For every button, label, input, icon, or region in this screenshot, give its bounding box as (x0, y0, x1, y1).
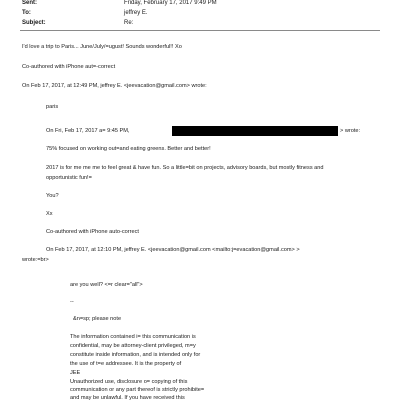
quoted-header-end: > wrote: (340, 128, 361, 134)
disclaimer-line: the use of t=e addressee. It is the property of (70, 361, 182, 367)
to-value: jeffrey E. (124, 10, 148, 16)
quoted-header-start: On Fri, Feb 17, 2017 a= 9:45 PM, (46, 128, 130, 134)
body-line: 75% focused on working out=and eating greens. Better and better! (46, 146, 211, 152)
body-line: &n=sp; please note (73, 316, 122, 322)
redaction-bar (172, 126, 338, 136)
subject-value: Re: (124, 20, 134, 26)
body-line: Co-authored with iPhone auto-correct (46, 229, 139, 235)
signature-separator: -- (70, 299, 74, 305)
body-line: I'd love a trip to Paris... June/July/=ugust! Sounds wonderful!! Xo (22, 44, 182, 50)
disclaimer-line: communication or any part thereof is strictly prohibite= (70, 387, 205, 393)
disclaimer-line: JEE (70, 370, 81, 376)
sent-label: Sent: (22, 0, 37, 6)
disclaimer-line: and may be unlawful. If you have received this (70, 395, 185, 400)
body-line: opportunistic fun!= (46, 175, 92, 181)
quoted-header: On Feb 17, 2017, at 12:49 PM, jeffrey E. <jeevacation@gmail.com> wrote: (22, 83, 207, 89)
sent-value: Friday, February 17, 2017 9:49 PM (124, 0, 217, 6)
body-line: Co-authored with iPhone aut=-correct (22, 64, 116, 70)
disclaimer-line: Unauthorized use, disclosure o= copying of this (70, 379, 188, 385)
body-line: You? (46, 193, 59, 199)
body-line: 2017 is for me me me to feel great & have fun. So a little=bit on projects, advisory boards, but mostly fitness and (46, 165, 324, 171)
header-divider (20, 30, 380, 31)
subject-label: Subject: (22, 20, 46, 26)
to-label: To: (22, 10, 31, 16)
quoted-header: On Feb 17, 2017, at 12:10 PM, jeffrey E. <jeevacation@gmail.com <mailto:j=evacation@gmail.com> > (46, 247, 300, 253)
body-line: paris (46, 104, 59, 110)
disclaimer-line: constitute inside information, and is intended only for (70, 352, 201, 358)
disclaimer-line: The information contained i= this communication is (70, 334, 196, 340)
body-line: are you well? <=r clear="all"> (70, 282, 143, 288)
body-line: Xx (46, 211, 53, 217)
quoted-header: wrote:=br> (22, 257, 49, 263)
disclaimer-line: confidential, may be attorney-client privileged, m=y (70, 343, 196, 349)
